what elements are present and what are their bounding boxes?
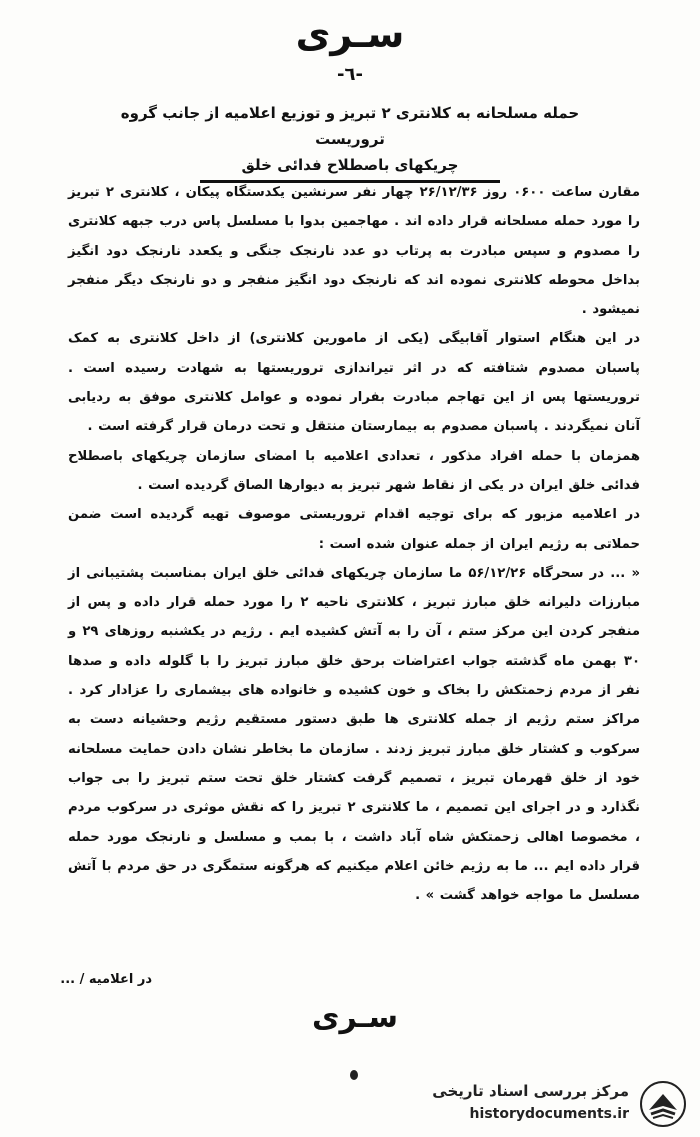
ink-dot	[350, 1070, 358, 1080]
paragraph-officer: در این هنگام استوار آقابیگی (یکی از مامورین کلانتری) از داخل کلانتری به کمک پاسبان مصدوم شتافته که در اثر تیراندازی تروریستها به شهادت رسیده است . تروریستها پس از این تهاجم مبادرت بفرار نموده و عوامل کلانتری موفق به ردیابی آنان نمیگردند . پاسبان مصدوم به بیمارستان منتقل و تحت درمان قرار گرفته است .	[68, 331, 640, 435]
classification-heading-bottom: سـری	[312, 1000, 398, 1035]
title-line-1: حمله مسلحانه به کلانتری ۲ تبریز و توزیع اعلامیه از جانب گروه تروریست	[120, 104, 580, 148]
paragraph-attack: مقارن ساعت ۰۶۰۰ روز ۲۶/۱۲/۳۶ چهار نفر سرنشین یکدستگاه پیکان ، کلانتری ۲ تبریز را مورد حمله مسلحانه قرار داده اند . مهاجمین بدوا با مسلسل پاس درب جبهه کلانتری را مصدوم و سپس مبادرت به پرتاب دو عدد نارنجک جنگی و یکعدد نارنجک دود انگیز بداخل محوطه کلانتری نموده اند که نارنجک دود انگیز منفجر و دو نارنجک دیگر منفجر نمیشود .	[68, 185, 640, 318]
closing-reference: در اعلامیه / ...	[60, 972, 152, 987]
book-logo-icon	[637, 1080, 689, 1128]
page-number: -٦-	[337, 64, 363, 85]
document-body	[68, 178, 640, 910]
classification-heading-top: سـری	[295, 12, 405, 56]
watermark-name: مرکز بررسی اسناد تاریخی	[432, 1082, 629, 1100]
document-title	[120, 100, 580, 183]
watermark-url: historydocuments.ir	[469, 1106, 629, 1122]
title-line-2: چریکهای باصطلاح فدائی خلق	[241, 156, 459, 174]
paragraph-leaflet-quote: « ... در سحرگاه ۵۶/۱۲/۲۶ ما سازمان چریکهای فدائی خلق ایران بمناسبت پشتیبانی از مبارزات دلیرانه خلق مبارز تبریز ، کلانتری ناحیه ۲ را مورد حمله قرار داده و پس از منفجر کردن این مرکز ستم ، آن را به آتش کشیده ایم . رژیم در یکشنبه روزهای ۲۹ و ۳۰ بهمن ماه گذشته جواب اعتراضات برحق خلق مبارز تبریز را با گلوله داده و صدها نفر از مردم زحمتکش را بخاک و خون کشیده و خانواده های بیشماری را عزادار کرد . مراکز ستم رژیم از جمله کلانتری ها طبق دستور مستقیم رژیم وحشیانه دست به سرکوب و کشتار خلق مبارز تبریز زدند . سازمان ما بخاطر نشان دادن حمایت مسلحانه خود از خلق قهرمان تبریز ، تصمیم گرفت کشتار خلق تحت ستم تبریز را بی جواب نگذارد و در اجرای این تصمیم ، ما کلانتری ۲ تبریز را که نقش موثری در سرکوب مردم ، مخصوصا اهالی زحمتکش شاه آباد داشت ، با بمب و مسلسل و نارنجک مورد حمله قرار داده ایم ... ما به رژیم خائن اعلام میکنیم که هرگونه ستمگری در حق مردم با آتش مسلسل ما مواجه خواهد گشت » .	[68, 565, 640, 904]
paragraph-leaflets: همزمان با حمله افراد مذکور ، تعدادی اعلامیه با امضای سازمان چریکهای باصطلاح فدائی خلق ایران در یکی از نقاط شهر تبریز به دیوارها الصاق گردیده است .	[68, 448, 640, 493]
paragraph-leaflet-intro: در اعلامیه مزبور که برای توجیه اقدام تروریستی موصوف تهیه گردیده است ضمن حملاتی به رژیم ایران از جمله عنوان شده است :	[68, 507, 640, 552]
watermark	[405, 1078, 695, 1130]
